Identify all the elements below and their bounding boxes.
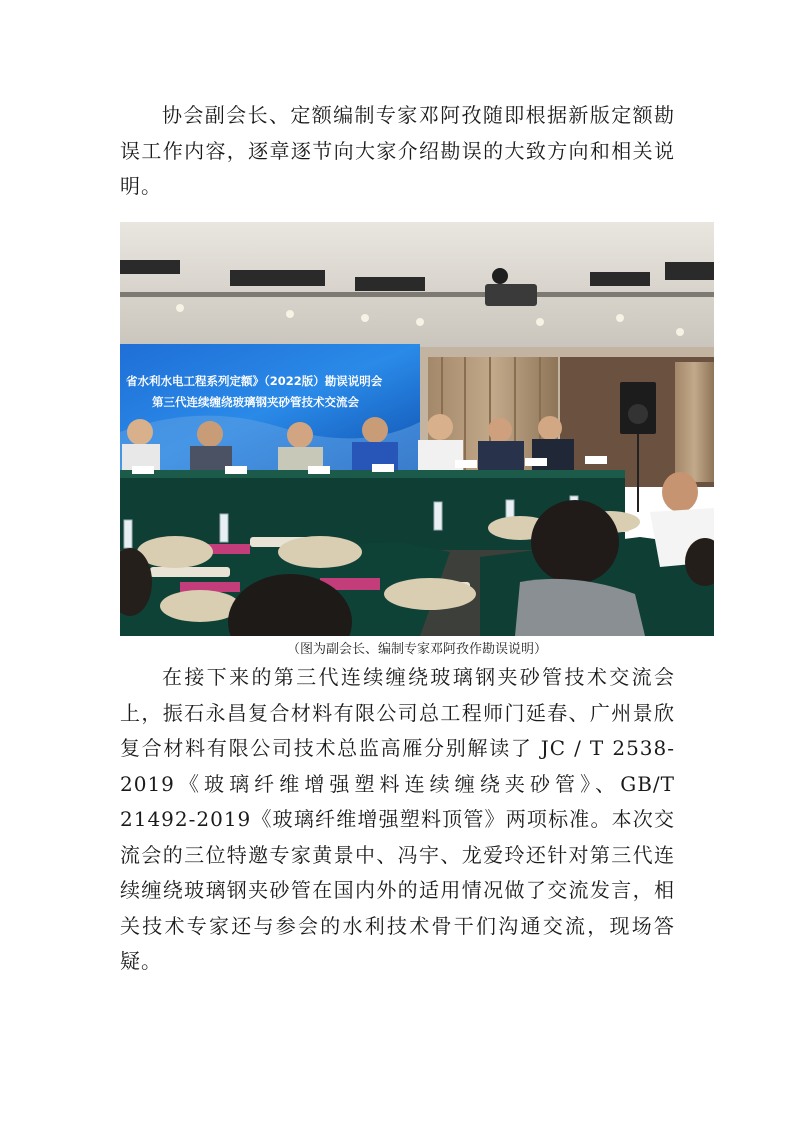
banner-line-2: 第三代连续缠绕玻璃钢夹砂管技术交流会: [152, 395, 359, 409]
meeting-photo: [120, 222, 714, 636]
photo-caption: （图为副会长、编制专家邓阿孜作勘误说明）: [286, 642, 547, 657]
paragraph-exchange: 在接下来的第三代连续缠绕玻璃钢夹砂管技术交流会上，振石永昌复合材料有限公司总工程师门延春、广州景欣复合材料有限公司技术总监高雁分别解读了 JC / T 2538-2019《玻璃纤维增强塑料连续缠绕夹砂管》、GB/T 21492-2019《玻璃纤维增强塑料顶管》两项标准。本次交流会的三位特邀专家黄景中、冯宇、龙爱玲还针对第三代连续缠绕玻璃钢夹砂管在国内外的适用情况做了交流发言，相关技术专家还与参会的水利技术骨干们沟通交流，现场答疑。: [120, 665, 675, 973]
banner-line-1: 省水利水电工程系列定额》（2022版）勘误说明会: [126, 374, 383, 388]
paragraph-intro: 协会副会长、定额编制专家邓阿孜随即根据新版定额勘误工作内容，逐章逐节向大家介绍勘误的大致方向和相关说明。: [120, 103, 675, 198]
projector-icon: [485, 284, 537, 306]
